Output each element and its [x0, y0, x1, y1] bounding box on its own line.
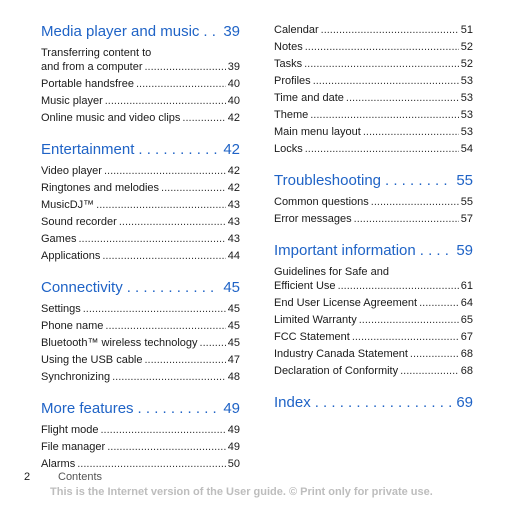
entry-page: 43	[227, 233, 240, 245]
toc-entry-video-player[interactable]	[41, 163, 240, 180]
entry-row	[41, 440, 240, 454]
entry-title: End User License Agreement	[274, 297, 418, 309]
entry-title: Common questions	[274, 196, 369, 208]
toc-entry-flight-mode[interactable]	[41, 422, 240, 439]
section-heading-page: 42	[223, 141, 240, 158]
section-heading-important-information[interactable]	[274, 241, 473, 260]
toc-entry-end-user-license-agreement[interactable]	[274, 295, 473, 312]
entry-title: Applications	[41, 250, 101, 262]
entry-row	[274, 212, 473, 226]
entry-row	[41, 111, 240, 125]
toc-entry-ringtones-and-melodies[interactable]	[41, 180, 240, 197]
dot-leader	[359, 313, 459, 327]
entry-page: 61	[460, 280, 473, 292]
entry-row	[274, 91, 473, 105]
toc-entry-industry-canada-statement[interactable]	[274, 346, 473, 363]
dot-leader	[104, 164, 226, 178]
toc-section	[41, 140, 240, 265]
entry-row	[274, 40, 473, 54]
toc-section	[274, 171, 473, 228]
dot-leader	[161, 181, 226, 195]
toc-entry-declaration-of-conformity[interactable]	[274, 363, 473, 380]
dot-leader	[102, 249, 225, 263]
entry-page: 48	[227, 371, 240, 383]
dot-leader	[145, 60, 226, 74]
entry-page: 51	[460, 24, 473, 36]
toc-section	[41, 278, 240, 386]
dot-leader	[78, 232, 225, 246]
dot-leader	[321, 23, 459, 37]
toc-entry-theme[interactable]	[274, 107, 473, 124]
dot-leader	[310, 108, 459, 122]
toc-entry-applications[interactable]	[41, 248, 240, 265]
dot-leader	[105, 94, 226, 108]
entry-page: 40	[227, 95, 240, 107]
section-heading-page: 59	[456, 242, 473, 259]
entry-title: Error messages	[274, 213, 352, 225]
dot-leader	[83, 302, 226, 316]
entry-title: Portable handsfree	[41, 78, 134, 90]
section-heading-connectivity[interactable]	[41, 278, 240, 297]
dot-leader	[315, 393, 453, 412]
entry-row	[41, 94, 240, 108]
dot-leader	[346, 91, 459, 105]
entry-page: 45	[227, 320, 240, 332]
toc-entry-tasks[interactable]	[274, 56, 473, 73]
entry-page: 43	[227, 216, 240, 228]
section-heading-title: Media player and music	[41, 23, 200, 40]
entry-row	[41, 302, 240, 316]
dot-leader	[371, 195, 459, 209]
dot-leader	[112, 370, 226, 384]
entry-title: Limited Warranty	[274, 314, 357, 326]
entry-row	[274, 330, 473, 344]
entry-row	[274, 108, 473, 122]
entry-title: Using the USB cable	[41, 354, 143, 366]
entry-title: Declaration of Conformity	[274, 365, 399, 377]
toc-entry-phone-name[interactable]	[41, 318, 240, 335]
dot-leader	[354, 212, 459, 226]
entry-page: 50	[227, 458, 240, 470]
entry-title: Alarms	[41, 458, 76, 470]
entry-page: 68	[460, 348, 473, 360]
dot-leader	[400, 364, 459, 378]
entry-page: 64	[460, 297, 473, 309]
dot-leader	[420, 241, 453, 260]
entry-row	[41, 319, 240, 333]
entry-page: 42	[227, 165, 240, 177]
toc-entry-portable-handsfree[interactable]	[41, 76, 240, 93]
section-heading-title: Entertainment	[41, 141, 135, 158]
entry-row	[41, 232, 240, 246]
section-heading-page: 39	[223, 23, 240, 40]
dot-leader	[136, 77, 226, 91]
entry-page: 39	[227, 61, 240, 73]
entry-row	[274, 74, 473, 88]
section-heading-more-features[interactable]	[41, 399, 240, 418]
entry-title: Settings	[41, 303, 81, 315]
entry-row	[274, 364, 473, 378]
toc-entry-synchronizing[interactable]	[41, 369, 240, 386]
entry-page: 45	[227, 303, 240, 315]
dot-leader	[145, 353, 226, 367]
entry-title: Ringtones and melodies	[41, 182, 160, 194]
entry-page: 53	[460, 92, 473, 104]
footer-label: Contents	[58, 471, 103, 483]
entry-page: 65	[460, 314, 473, 326]
entry-page: 42	[227, 112, 240, 124]
entry-row	[41, 353, 240, 367]
toc-section	[41, 399, 240, 473]
toc-entry-error-messages[interactable]	[274, 211, 473, 228]
entry-page: 57	[460, 213, 473, 225]
toc-left-column	[41, 22, 240, 486]
toc-entry-games[interactable]	[41, 231, 240, 248]
entry-row	[41, 423, 240, 437]
entry-title: Music player	[41, 95, 103, 107]
entry-title: Locks	[274, 143, 303, 155]
entry-row	[41, 60, 240, 74]
dot-leader	[305, 142, 459, 156]
entry-title: Games	[41, 233, 77, 245]
toc-entry-notes[interactable]	[274, 39, 473, 56]
entry-page: 40	[227, 78, 240, 90]
entry-page: 54	[460, 143, 473, 155]
dot-leader	[419, 296, 459, 310]
entry-row	[274, 57, 473, 71]
dot-leader	[77, 457, 226, 471]
dot-leader	[410, 347, 459, 361]
section-heading-page: 69	[456, 394, 473, 411]
entry-title: Sound recorder	[41, 216, 117, 228]
entry-row	[41, 370, 240, 384]
entry-page: 67	[460, 331, 473, 343]
section-heading-media-player-and-music[interactable]	[41, 22, 240, 41]
entry-page: 42	[227, 182, 240, 194]
entry-row	[274, 313, 473, 327]
entry-row	[41, 457, 240, 471]
entry-row	[274, 23, 473, 37]
dot-leader	[203, 22, 219, 41]
entry-title: Bluetooth™ wireless technology	[41, 337, 198, 349]
entry-row	[41, 249, 240, 263]
entry-title: Flight mode	[41, 424, 99, 436]
toc-section	[274, 393, 473, 412]
entry-title: Tasks	[274, 58, 303, 70]
section-heading-title: Connectivity	[41, 279, 123, 296]
entry-row	[41, 215, 240, 229]
dot-leader	[105, 319, 225, 333]
entry-page: 43	[227, 199, 240, 211]
dot-leader	[100, 423, 225, 437]
entry-title: File manager	[41, 441, 106, 453]
dot-leader	[200, 336, 226, 350]
entry-title: Time and date	[274, 92, 344, 104]
section-heading-index[interactable]	[274, 393, 473, 412]
section-heading-title: Troubleshooting	[274, 172, 382, 189]
entry-page: 44	[227, 250, 240, 262]
entry-title: Calendar	[274, 24, 319, 36]
entry-page: 49	[227, 441, 240, 453]
toc-entry-guidelines-for-safe-and-efficient-use[interactable]	[274, 264, 473, 295]
dot-leader	[385, 171, 452, 190]
toc-section	[274, 241, 473, 380]
toc-entry-limited-warranty[interactable]	[274, 312, 473, 329]
entry-page: 52	[460, 41, 473, 53]
toc-entry-settings[interactable]	[41, 301, 240, 318]
page-number: 2	[24, 471, 31, 483]
entry-title: Video player	[41, 165, 102, 177]
section-heading-page: 49	[223, 400, 240, 417]
toc-entry-time-and-date[interactable]	[274, 90, 473, 107]
entry-row	[274, 125, 473, 139]
entry-page: 53	[460, 75, 473, 87]
toc-entry-calendar[interactable]	[274, 22, 473, 39]
entry-page: 52	[460, 58, 473, 70]
entry-title: Notes	[274, 41, 303, 53]
entry-row	[274, 142, 473, 156]
entry-title-line: Transferring content to	[41, 47, 152, 59]
toc-entry-sound-recorder[interactable]	[41, 214, 240, 231]
entry-title: Theme	[274, 109, 309, 121]
entry-row	[41, 77, 240, 91]
footer-notice: This is the Internet version of the User guide. © Print only for private use.	[50, 486, 433, 498]
dot-leader	[138, 399, 220, 418]
section-heading-title: More features	[41, 400, 134, 417]
toc-entry-locks[interactable]	[274, 141, 473, 158]
entry-page: 68	[460, 365, 473, 377]
entry-title: Phone name	[41, 320, 104, 332]
section-heading-title: Index	[274, 394, 311, 411]
dot-leader	[313, 74, 459, 88]
entry-row	[41, 198, 240, 212]
toc-entry-profiles[interactable]	[274, 73, 473, 90]
entry-title-line: Guidelines for Safe and	[274, 266, 389, 278]
entry-page: 55	[460, 196, 473, 208]
entry-title: Industry Canada Statement	[274, 348, 408, 360]
entry-row	[274, 296, 473, 310]
toc-entry-music-player[interactable]	[41, 93, 240, 110]
entry-title: and from a computer	[41, 61, 143, 73]
toc-entry-file-manager[interactable]	[41, 439, 240, 456]
toc-section	[274, 22, 473, 158]
entry-page: 49	[227, 424, 240, 436]
toc-entry-common-questions[interactable]	[274, 194, 473, 211]
entry-title: Synchronizing	[41, 371, 111, 383]
toc-section	[41, 22, 240, 127]
dot-leader	[352, 330, 459, 344]
toc-entry-transferring-content-to-and-from-a-computer[interactable]	[41, 45, 240, 76]
entry-title: FCC Statement	[274, 331, 350, 343]
dot-leader	[96, 198, 226, 212]
dot-leader	[182, 111, 225, 125]
dot-leader	[305, 40, 459, 54]
dot-leader	[138, 140, 219, 159]
entry-title: Efficient Use	[274, 280, 336, 292]
entry-row	[274, 195, 473, 209]
entry-title: Main menu layout	[274, 126, 361, 138]
toc-entry-main-menu-layout[interactable]	[274, 124, 473, 141]
entry-row	[41, 181, 240, 195]
toc-entry-using-the-usb-cable[interactable]	[41, 352, 240, 369]
entry-row	[41, 336, 240, 350]
section-heading-title: Important information	[274, 242, 416, 259]
entry-page: 53	[460, 126, 473, 138]
entry-title: MusicDJ™	[41, 199, 95, 211]
toc-right-column	[274, 22, 473, 425]
toc-entry-fcc-statement[interactable]	[274, 329, 473, 346]
toc-entry-bluetooth-wireless-technology[interactable]	[41, 335, 240, 352]
section-heading-entertainment[interactable]	[41, 140, 240, 159]
entry-page: 53	[460, 109, 473, 121]
dot-leader	[363, 125, 459, 139]
entry-title: Profiles	[274, 75, 311, 87]
entry-row	[274, 279, 473, 293]
section-heading-page: 55	[456, 172, 473, 189]
entry-page: 45	[227, 337, 240, 349]
toc-entry-online-music-and-video-clips[interactable]	[41, 110, 240, 127]
dot-leader	[107, 440, 226, 454]
toc-entry-musicdj[interactable]	[41, 197, 240, 214]
section-heading-page: 45	[223, 279, 240, 296]
dot-leader	[338, 279, 459, 293]
dot-leader	[119, 215, 226, 229]
entry-title: Online music and video clips	[41, 112, 181, 124]
dot-leader	[127, 278, 220, 297]
entry-page: 47	[227, 354, 240, 366]
section-heading-troubleshooting[interactable]	[274, 171, 473, 190]
dot-leader	[304, 57, 459, 71]
entry-row	[274, 347, 473, 361]
entry-row	[41, 164, 240, 178]
